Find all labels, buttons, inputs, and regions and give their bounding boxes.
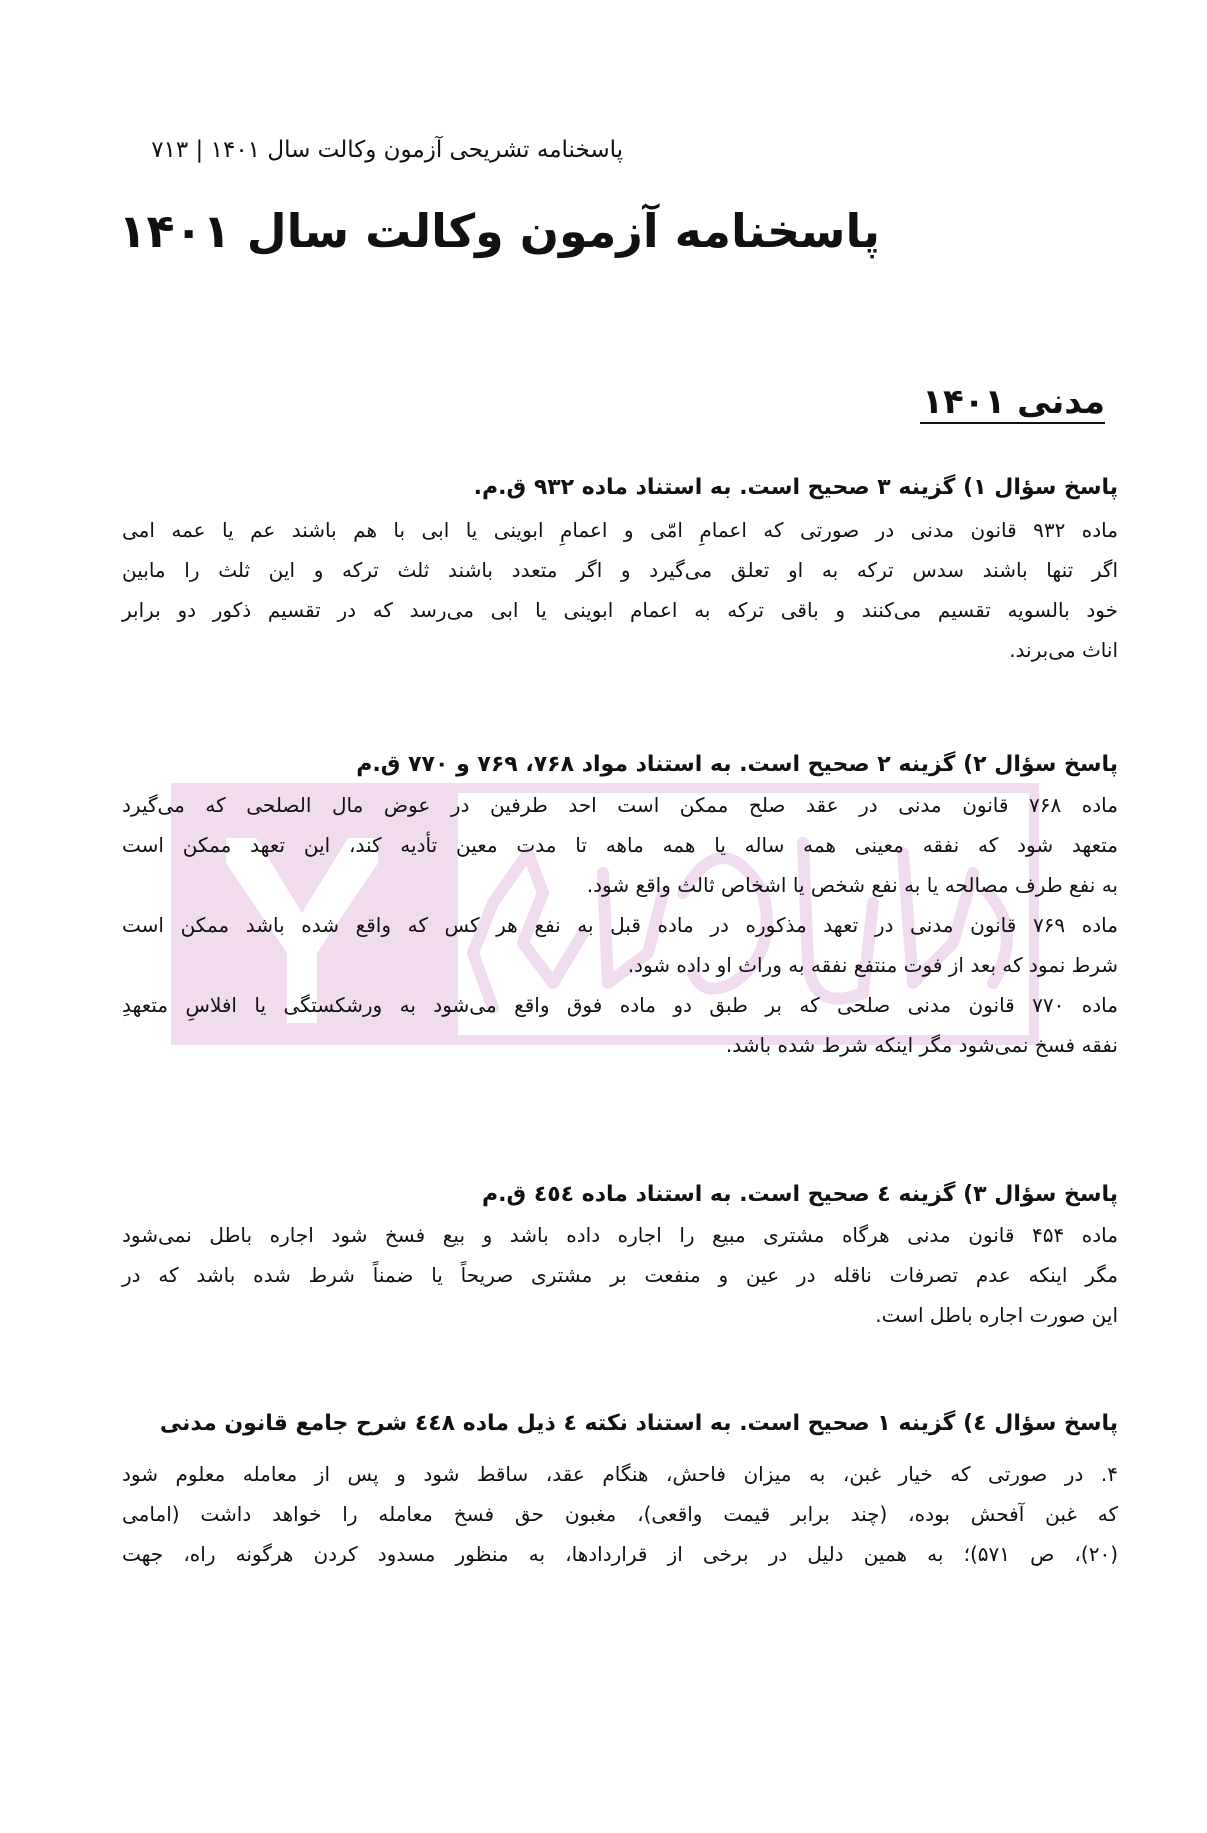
answer-paragraph <box>122 1215 1118 1335</box>
answer-paragraph <box>122 985 1118 1065</box>
text-line: ۴. در صورتی که خیار غبن، به میزان فاحش، هنگام عقد، ساقط شود و پس از معامله معلوم شود <box>122 1462 1118 1486</box>
text-line: به نفع طرف مصالحه یا به نفع شخص یا اشخاص ثالث واقع شود. <box>586 873 1118 897</box>
answer-3 <box>122 1175 1118 1335</box>
answer-heading: پاسخ سؤال ۱) گزینه ۳ صحیح است. به استناد ماده ۹۳۲ ق.م. <box>473 475 1118 500</box>
answer-paragraph <box>122 785 1118 905</box>
page-title: پاسخنامه آزمون وکالت سال ۱۴۰۱ <box>118 204 880 258</box>
text-line: متعهد شود که نفقه معینی همه ساله یا همه ماهه تا مدت معین تأدیه کند، این تعهد ممکن است <box>122 833 1118 857</box>
answer-2 <box>122 745 1118 1065</box>
answer-paragraph <box>122 1454 1118 1574</box>
text-line: ماده ۷۶۸ قانون مدنی در عقد صلح ممکن است احد طرفین در عوض مال الصلحی که می‌گیرد <box>122 793 1118 817</box>
text-line: شرط نمود که بعد از فوت منتفع نفقه به وراث او داده شود. <box>627 953 1118 977</box>
text-line: نفقه فسخ نمی‌شود مگر اینکه شرط شده باشد. <box>725 1033 1118 1057</box>
text-line: اناث می‌برند. <box>1009 638 1118 662</box>
text-line: (۲۰)، ص ۵۷۱)؛ به همین دلیل در برخی از قراردادها، به منظور مسدود کردن هرگونه راه، جهت <box>122 1542 1118 1566</box>
text-line: که غبن آفحش بوده، (چند برابر قیمت واقعی)، مغبون حق فسخ معامله را خواهد داشت (امامی <box>122 1502 1118 1526</box>
answer-4 <box>122 1402 1118 1574</box>
text-line: ماده ۷۷۰ قانون مدنی صلحی که بر طبق دو ماده فوق واقع می‌شود به ورشکستگی یا افلاسِ متعهدِ <box>122 993 1118 1017</box>
text-line: این صورت اجاره باطل است. <box>875 1303 1118 1327</box>
text-line: اگر تنها باشند سدس ترکه به او تعلق می‌گیرد و اگر متعدد باشند ثلث ترکه و این ثلث را مابین <box>122 558 1118 582</box>
text-line: مگر اینکه عدم تصرفات ناقله در عین و منفعت بر مشتری صریحاً یا ضمناً شرط شده باشد که در <box>122 1263 1118 1287</box>
answer-paragraph <box>122 905 1118 985</box>
text-line: ماده ۹۳۲ قانون مدنی در صورتی که اعمامِ امّی و اعمامِ ابوینی یا ابی با هم باشند عم یا عمه امی <box>122 518 1118 542</box>
section-heading: مدنی ۱۴۰۱ <box>922 382 1105 422</box>
answer-heading: پاسخ سؤال ٤) گزینه ۱ صحیح است. به استناد نکته ٤ ذیل ماده ٤٤٨ شرح جامع قانون مدنی <box>159 1411 1118 1436</box>
answer-heading: پاسخ سؤال ۳) گزینه ٤ صحیح است. به استناد ماده ٤٥٤ ق.م <box>482 1182 1118 1207</box>
text-line: خود بالسویه تقسیم می‌کنند و باقی ترکه به اعمام ابوینی یا ابی می‌رسد که در تقسیم ذکور دو برابر <box>122 598 1118 622</box>
running-header: پاسخنامه تشریحی آزمون وکالت سال ۱۴۰۱ | ۷۱۳ <box>151 137 623 163</box>
answer-paragraph <box>122 510 1118 670</box>
text-line: ماده ۷۶۹ قانون مدنی در تعهد مذکوره در ماده قبل به نفع هر کس که واقع شده باشد ممکن است <box>122 913 1118 937</box>
answer-heading: پاسخ سؤال ۲) گزینه ۲ صحیح است. به استناد مواد ۷۶۸، ۷۶۹ و ۷۷۰ ق.م <box>356 752 1118 777</box>
answer-1 <box>122 468 1118 670</box>
text-line: ماده ۴۵۴ قانون مدنی هرگاه مشتری مبیع را اجاره داده باشد و بیع فسخ شود اجاره باطل نمی‌شود <box>122 1223 1118 1247</box>
